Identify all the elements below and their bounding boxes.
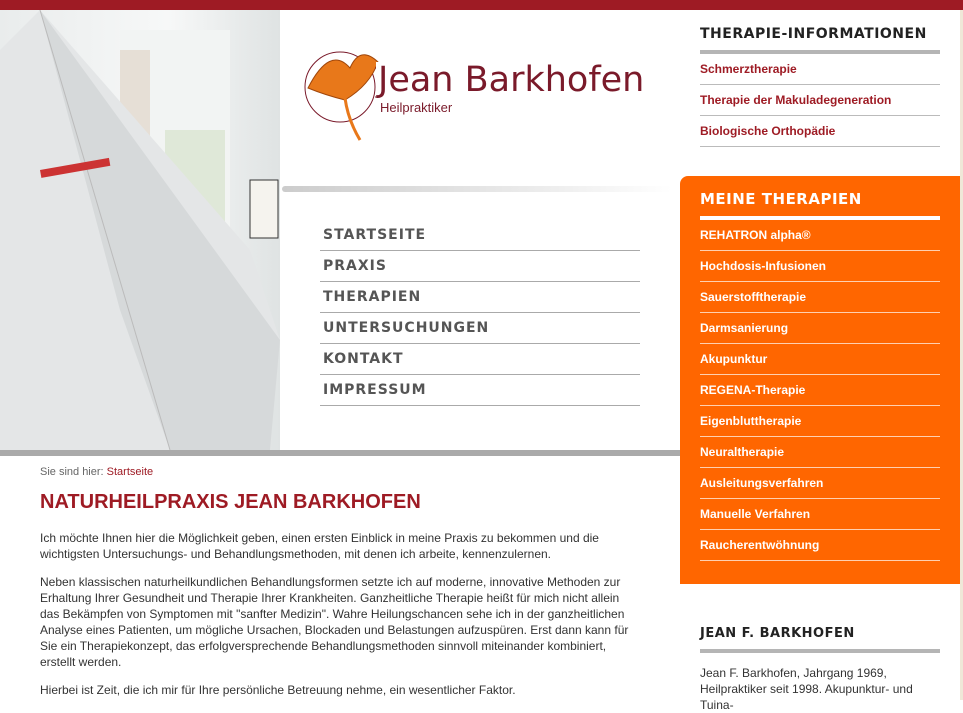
therapy-link[interactable]: Akupunktur <box>700 344 940 375</box>
therapy-link[interactable]: REHATRON alpha® <box>700 220 940 251</box>
breadcrumb-label: Sie sind hier: <box>40 466 104 478</box>
therapy-link[interactable]: Ausleitungsverfahren <box>700 468 940 499</box>
therapy-link[interactable]: Raucherentwöhnung <box>700 530 940 561</box>
nav-therapien[interactable]: THERAPIEN <box>320 282 640 313</box>
paragraph: Neben klassischen naturheilkundlichen Behandlungsformen setzte ich auf moderne, innovative Methoden zur Erhaltung Ihrer Gesundheit und Therapie Ihrer Krankheiten. Ganzheitliche Therapie heißt für mich nicht allein das Bekämpfen von Symptomen mit "sanfter Medizin". Wahre Heilungschancen sehe ich in der ganzheitlichen Analyse eines Patienten, um mögliche Ursachen, Blockaden und Belastungen aufzuspüren. Erst dann kann für Sie ein Therapiekonzept, das erfolgversprechende Behandlungsmethoden sinnvoll miteinander kombiniert, erstellt werden. <box>40 575 629 669</box>
nav-impressum[interactable]: IMPRESSUM <box>320 375 640 406</box>
nav-kontakt[interactable]: KONTAKT <box>320 344 640 375</box>
info-link-schmerztherapie[interactable]: Schmerztherapie <box>700 54 940 85</box>
nav-untersuchungen[interactable]: UNTERSUCHUNGEN <box>320 313 640 344</box>
logo[interactable] <box>300 40 660 150</box>
nav-startseite[interactable]: STARTSEITE <box>320 220 640 251</box>
therapy-link[interactable]: Hochdosis-Infusionen <box>700 251 940 282</box>
therapy-link[interactable]: Sauerstofftherapie <box>700 282 940 313</box>
nav-praxis[interactable]: PRAXIS <box>320 251 640 282</box>
info-link-makuladegeneration[interactable]: Therapie der Makuladegeneration <box>700 85 940 116</box>
therapies-list <box>700 190 940 561</box>
divider <box>0 450 680 456</box>
main-content <box>40 464 640 710</box>
therapy-link[interactable]: REGENA-Therapie <box>700 375 940 406</box>
therapy-info-title: THERAPIE-INFORMATIONEN <box>700 26 940 54</box>
logo-subtitle: Heilpraktiker <box>380 100 453 115</box>
hero-image <box>0 10 280 450</box>
bio-text: Jean F. Barkhofen, Jahrgang 1969, Heilpraktiker seit 1998. Akupunktur- und Tuina- <box>700 666 913 712</box>
therapy-link[interactable]: Manuelle Verfahren <box>700 499 940 530</box>
therapy-info-box <box>700 26 940 147</box>
divider <box>282 186 672 192</box>
main-nav <box>320 220 640 406</box>
bio-title: JEAN F. BARKHOFEN <box>700 626 940 653</box>
therapy-link[interactable]: Eigenbluttherapie <box>700 406 940 437</box>
info-link-orthopaedie[interactable]: Biologische Orthopädie <box>700 116 940 147</box>
therapy-link[interactable]: Darmsanierung <box>700 313 940 344</box>
breadcrumb-startseite[interactable]: Startseite <box>106 466 154 478</box>
logo-name: Jean Barkhofen <box>378 60 645 100</box>
therapy-link[interactable]: Neuraltherapie <box>700 437 940 468</box>
breadcrumb <box>40 464 640 480</box>
top-bar <box>0 0 963 10</box>
paragraph: Ich möchte Ihnen hier die Möglichkeit geben, einen ersten Einblick in meine Praxis zu bekommen und die wichtigsten Untersuchungs- und Behandlungsmethoden, mit denen ich arbeite, kennenzulernen. <box>40 531 599 561</box>
paragraph: Hierbei ist Zeit, die ich mir für Ihre persönliche Betreuung nehme, ein wesentlicher Faktor. <box>40 683 516 697</box>
page-title: NATURHEILPRAXIS JEAN BARKHOFEN <box>40 491 421 513</box>
therapies-title: MEINE THERAPIEN <box>700 190 940 220</box>
